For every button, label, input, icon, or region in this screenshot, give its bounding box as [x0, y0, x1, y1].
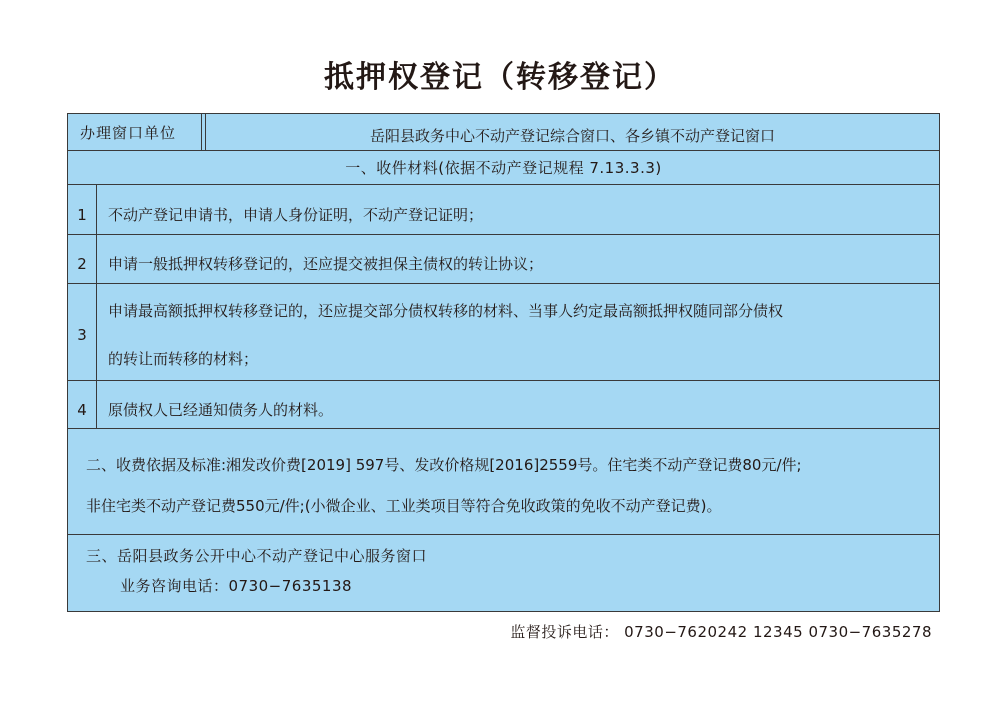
service-window: 三、岳阳县政务公开中心不动产登记中心服务窗口	[86, 547, 428, 565]
complaint-phone: 监督投诉电话： 0730−7620242 12345 0730−7635278	[510, 623, 932, 641]
office-label: 办理窗口单位	[80, 124, 177, 142]
material-text: 的转让而转移的材料；	[108, 350, 259, 368]
consult-phone: 业务咨询电话：0730−7635138	[120, 577, 353, 595]
page-title: 抵押权登记（转移登记）	[324, 60, 676, 95]
material-number: 4	[77, 401, 87, 419]
material-number: 1	[77, 206, 87, 224]
office-value: 岳阳县政务中心不动产登记综合窗口、各乡镇不动产登记窗口	[369, 127, 775, 145]
divider	[68, 534, 939, 535]
divider	[201, 114, 202, 150]
fee-standard: 二、收费依据及标准:湘发改价费[2019] 597号、发改价格规[2016]2559号。住宅类不动产登记费80元/件;	[86, 456, 802, 474]
divider	[68, 428, 939, 429]
material-text: 申请一般抵押权转移登记的，还应提交被担保主债权的转让协议；	[108, 255, 544, 273]
material-number: 3	[77, 326, 87, 344]
number-column-divider	[96, 184, 97, 428]
divider	[68, 380, 939, 381]
material-text: 原债权人已经通知债务人的材料。	[108, 401, 334, 419]
materials-heading: 一、收件材料(依据不动产登记规程 7.13.3.3)	[345, 159, 662, 177]
divider	[68, 283, 939, 284]
material-text: 申请最高额抵押权转移登记的，还应提交部分债权转移的材料、当事人约定最高额抵押权随同部分债权	[108, 302, 784, 320]
divider	[68, 234, 939, 235]
info-table	[67, 113, 940, 612]
material-text: 不动产登记申请书，申请人身份证明，不动产登记证明；	[108, 206, 484, 224]
material-number: 2	[77, 255, 87, 273]
fee-standard: 非住宅类不动产登记费550元/件;(小微企业、工业类项目等符合免收政策的免收不动产登记费)。	[86, 497, 722, 515]
divider	[68, 184, 939, 185]
divider	[68, 150, 939, 151]
